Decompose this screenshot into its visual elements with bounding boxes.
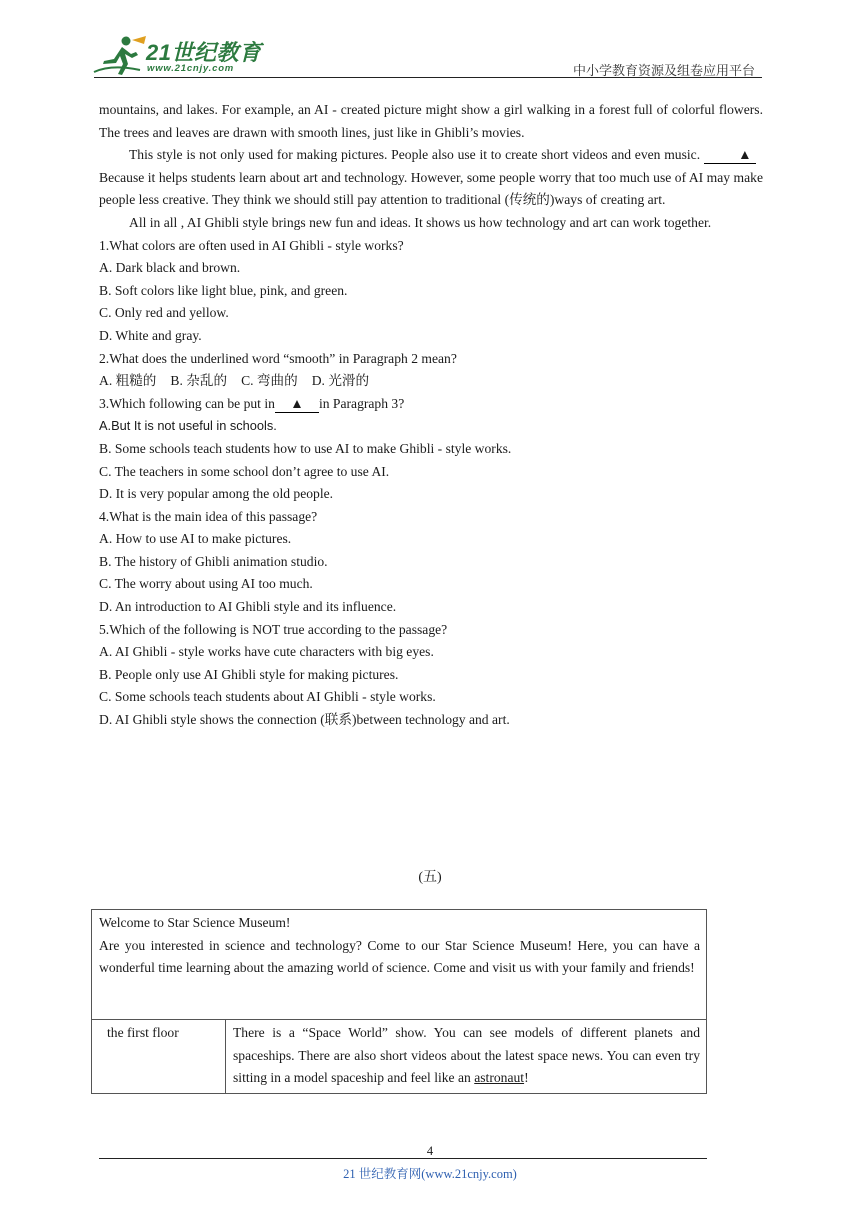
q3-blank: ▲ [275, 395, 319, 413]
q2-options [99, 370, 763, 393]
question-5: 5.Which of the following is NOT true according to the passage? [99, 621, 448, 637]
museum-intro-cell [92, 910, 707, 1020]
floor-label-cell: the first floor [92, 1020, 226, 1094]
q3-text-a: 3.Which following can be put in [99, 395, 275, 411]
logo-url-text: www.21cnjy.com [147, 63, 235, 74]
q1-option-d: D. White and gray. [99, 327, 202, 343]
footer-divider [99, 1158, 707, 1159]
q5-option-b: B. People only use AI Ghibli style for making pictures. [99, 666, 399, 682]
runner-logo-icon [92, 34, 148, 78]
passage-paragraph-3: All in all , AI Ghibli style brings new fun and ideas. It shows us how technology and art can work together. [129, 214, 712, 230]
site-logo[interactable] [92, 34, 267, 78]
header-divider [94, 77, 762, 78]
answer-blank: ▲ [704, 146, 756, 164]
passage-paragraph-1: mountains, and lakes. For example, an AI - created picture might show a girl walking in a forest full of colorful flowers. The trees and leaves are drawn with smooth lines, just like in Ghibli’s movies. [99, 102, 763, 140]
page-number: 4 [426, 1144, 434, 1158]
q4-option-a: A. How to use AI to make pictures. [99, 531, 292, 547]
q1-option-c: C. Only red and yellow. [99, 305, 229, 321]
q2-option-a: A. 粗糙的 [99, 373, 157, 389]
museum-title: Welcome to Star Science Museum! [99, 915, 291, 930]
q4-option-b: B. The history of Ghibli animation studio. [99, 553, 328, 569]
passage-paragraph-2 [99, 144, 763, 212]
museum-intro-row [92, 910, 707, 1020]
page-header [0, 0, 860, 80]
q4-option-d: D. An introduction to AI Ghibli style and its influence. [99, 599, 397, 615]
q3-option-a: A.But It is not useful in schools. [99, 418, 277, 434]
q2-option-d: D. 光滑的 [311, 373, 370, 389]
question-1: 1.What colors are often used in AI Ghibli - style works? [99, 237, 404, 253]
q5-option-c: C. Some schools teach students about AI Ghibli - style works. [99, 689, 436, 705]
paragraph-2-text-a: This style is not only used for making pictures. People also use it to create short videos and even music. [129, 147, 701, 163]
q5-option-d: D. AI Ghibli style shows the connection (联系)between technology and art. [99, 712, 510, 728]
floor-description: There is a “Space World” show. You can see models of different planets and spaceships. There are also short videos about the latest space news. You can even try sitting in a model spaceship and feel like an [233, 1025, 700, 1086]
q3-option-d: D. It is very popular among the old people. [99, 486, 334, 502]
q4-option-c: C. The worry about using AI too much. [99, 576, 313, 592]
q2-option-b: B. 杂乱的 [170, 373, 228, 389]
section-title: (五) [418, 870, 442, 885]
floor-description-end: ! [524, 1070, 529, 1086]
q1-option-a: A. Dark black and brown. [99, 260, 241, 276]
reading-content [99, 99, 763, 732]
platform-name: 中小学教育资源及组卷应用平台 [572, 63, 755, 78]
underlined-word-astronaut: astronaut [474, 1070, 525, 1086]
q2-option-c: C. 弯曲的 [241, 373, 298, 389]
floor-description-cell [226, 1020, 707, 1094]
q5-option-a: A. AI Ghibli - style works have cute characters with big eyes. [99, 644, 434, 660]
museum-floor-row [92, 1020, 707, 1094]
question-4: 4.What is the main idea of this passage? [99, 508, 318, 524]
q3-text-b: in Paragraph 3? [318, 395, 405, 411]
museum-intro: Are you interested in science and technology? Come to our Star Science Museum! Here, you can have a wonderful time learning about the amazing world of science. Come and visit us with your family and friends! [99, 937, 700, 976]
q1-option-b: B. Soft colors like light blue, pink, and green. [99, 282, 348, 298]
logo-brand-text: 21世纪教育 [146, 40, 262, 65]
q3-option-b: B. Some schools teach students how to use AI to make Ghibli - style works. [99, 440, 512, 456]
paragraph-2-text-b: Because it helps students learn about art and technology. However, some people worry that too much use of AI may make people less creative. They think we should still pay attention to traditional (传统的)ways of creating art. [99, 169, 763, 208]
question-3 [99, 393, 763, 416]
question-2: 2.What does the underlined word “smooth” in Paragraph 2 mean? [99, 350, 457, 366]
q3-option-c: C. The teachers in some school don’t agree to use AI. [99, 463, 390, 479]
footer-site-link[interactable]: 21 世纪教育网(www.21cnjy.com) [343, 1167, 517, 1181]
museum-table [91, 909, 707, 1094]
